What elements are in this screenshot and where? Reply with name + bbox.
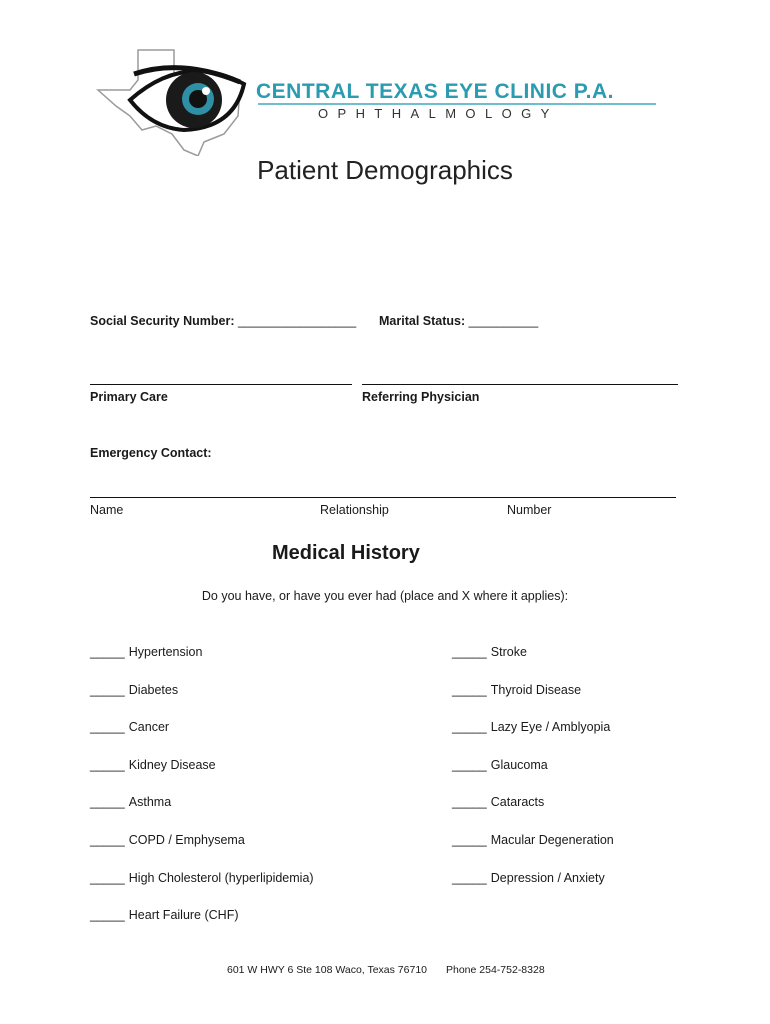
condition-blank[interactable]: _____: [452, 795, 487, 809]
condition-item[interactable]: [452, 833, 614, 847]
condition-blank[interactable]: _____: [452, 720, 487, 734]
relationship-label: Relationship: [320, 503, 389, 517]
instruction-text: Do you have, or have you ever had (place and X where it applies):: [201, 589, 569, 603]
number-label: Number: [507, 503, 552, 517]
condition-blank[interactable]: _____: [452, 833, 487, 847]
condition-label: Cancer: [128, 720, 170, 734]
condition-blank[interactable]: _____: [452, 683, 487, 697]
marital-blank[interactable]: __________: [468, 314, 539, 328]
condition-label: Macular Degeneration: [490, 833, 614, 847]
condition-item[interactable]: [90, 683, 178, 697]
condition-label: Hypertension: [128, 645, 203, 659]
ssn-field[interactable]: [90, 314, 356, 328]
condition-label: Glaucoma: [490, 758, 548, 772]
condition-item[interactable]: [90, 645, 202, 659]
condition-item[interactable]: [452, 645, 527, 659]
condition-label: COPD / Emphysema: [128, 833, 245, 847]
condition-label: Asthma: [128, 795, 172, 809]
marital-field[interactable]: [379, 314, 538, 328]
logo-divider: [258, 103, 656, 105]
condition-label: Lazy Eye / Amblyopia: [490, 720, 611, 734]
condition-blank[interactable]: _____: [90, 833, 125, 847]
condition-label: Heart Failure (CHF): [128, 908, 239, 922]
condition-blank[interactable]: _____: [452, 871, 487, 885]
footer-phone: Phone 254-752-8328: [446, 964, 545, 976]
referring-label: Referring Physician: [362, 390, 480, 404]
condition-blank[interactable]: _____: [90, 795, 125, 809]
marital-label: Marital Status:: [379, 314, 466, 328]
referring-line[interactable]: [362, 384, 678, 385]
emergency-line[interactable]: [90, 497, 676, 498]
condition-label: Cataracts: [490, 795, 545, 809]
clinic-specialty: OPHTHALMOLOGY: [318, 106, 559, 121]
condition-blank[interactable]: _____: [452, 758, 487, 772]
ssn-label: Social Security Number:: [90, 314, 235, 328]
name-label: Name: [90, 503, 124, 517]
clinic-name: CENTRAL TEXAS EYE CLINIC P.A.: [256, 80, 614, 103]
condition-item[interactable]: [452, 758, 548, 772]
condition-blank[interactable]: _____: [90, 720, 125, 734]
condition-label: Kidney Disease: [128, 758, 216, 772]
condition-item[interactable]: [90, 795, 171, 809]
condition-label: Thyroid Disease: [490, 683, 582, 697]
emergency-label: Emergency Contact:: [90, 446, 212, 460]
condition-label: Diabetes: [128, 683, 179, 697]
condition-blank[interactable]: _____: [90, 871, 125, 885]
condition-label: Stroke: [490, 645, 527, 659]
condition-item[interactable]: [452, 683, 581, 697]
condition-label: Depression / Anxiety: [490, 871, 605, 885]
page-title: Patient Demographics: [257, 155, 513, 185]
condition-item[interactable]: [90, 758, 216, 772]
condition-item[interactable]: [90, 833, 245, 847]
condition-item[interactable]: [452, 795, 544, 809]
condition-label: High Cholesterol (hyperlipidemia): [128, 871, 314, 885]
ssn-blank[interactable]: _________________: [237, 314, 357, 328]
primary-care-line[interactable]: [90, 384, 352, 385]
condition-blank[interactable]: _____: [452, 645, 487, 659]
condition-item[interactable]: [452, 720, 610, 734]
condition-blank[interactable]: _____: [90, 683, 125, 697]
condition-item[interactable]: [90, 720, 169, 734]
primary-care-label: Primary Care: [90, 390, 168, 404]
condition-blank[interactable]: _____: [90, 908, 125, 922]
footer-address: 601 W HWY 6 Ste 108 Waco, Texas 76710: [227, 964, 427, 976]
condition-blank[interactable]: _____: [90, 645, 125, 659]
condition-item[interactable]: [452, 871, 605, 885]
medical-history-heading: Medical History: [272, 542, 420, 564]
condition-item[interactable]: [90, 871, 314, 885]
condition-blank[interactable]: _____: [90, 758, 125, 772]
condition-item[interactable]: [90, 908, 239, 922]
